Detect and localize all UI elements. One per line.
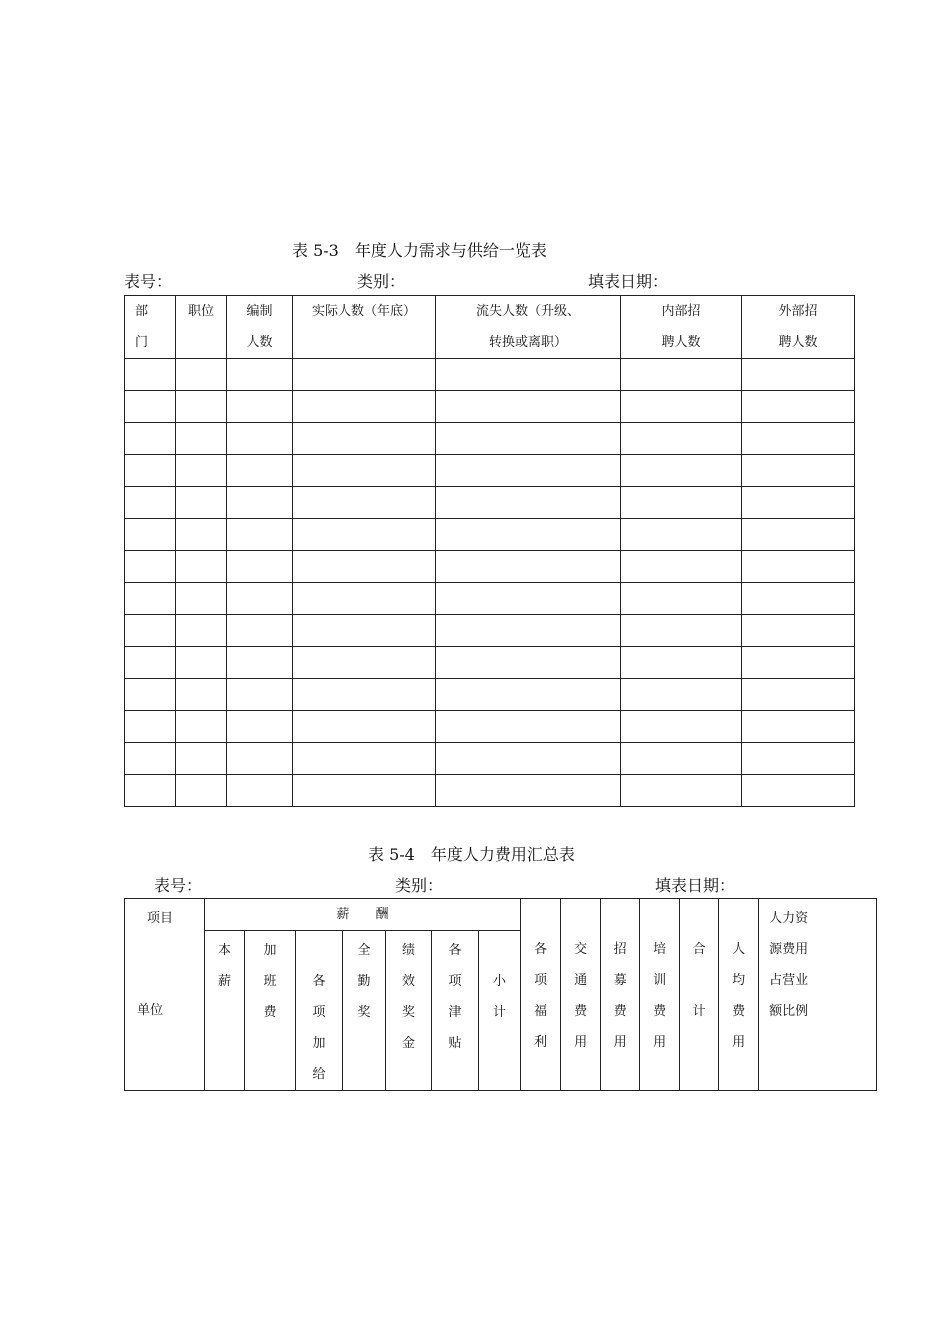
table53-cell	[436, 615, 621, 647]
table53-cell	[742, 423, 855, 455]
table53-cell	[227, 551, 293, 583]
table53-cell	[621, 551, 742, 583]
table53-cell	[621, 615, 742, 647]
corner-unit-label: 单位	[137, 1003, 164, 1018]
table54-category-label: 类别：	[395, 876, 444, 895]
table53-cell	[621, 679, 742, 711]
table53-cell	[227, 743, 293, 775]
table53-cell	[742, 647, 855, 679]
table53-cell	[125, 519, 176, 551]
table53-cell	[436, 487, 621, 519]
table53-cell	[436, 679, 621, 711]
table53-cell	[227, 391, 293, 423]
total-col: 合 计	[680, 899, 719, 1091]
table53-cell	[227, 647, 293, 679]
attendance-bonus-col: 全 勤 奖	[343, 931, 386, 1091]
base-salary-col: 本 薪	[205, 931, 245, 1091]
table53-header-row	[125, 296, 855, 359]
table53-cell	[742, 455, 855, 487]
table53-cell	[293, 615, 436, 647]
table53-cell	[227, 519, 293, 551]
table53-cell	[436, 647, 621, 679]
table53-cell	[293, 775, 436, 807]
table53-cell	[176, 743, 227, 775]
table53-cell	[125, 743, 176, 775]
subtotal-col: 小 计	[479, 931, 521, 1091]
salary-group-header: 薪 酬	[205, 899, 521, 931]
table53-cell	[176, 519, 227, 551]
table53-cell	[436, 359, 621, 391]
table53-caption: 表 5-3 年度人力需求与供给一览表	[292, 241, 547, 260]
table54-date-label: 填表日期：	[655, 876, 736, 895]
overtime-col: 加 班 费	[245, 931, 296, 1091]
table53-cell	[742, 775, 855, 807]
table53-cell	[621, 711, 742, 743]
welfare-col: 各 项 福 利	[521, 899, 561, 1091]
table53-cell	[621, 519, 742, 551]
table53-row	[125, 487, 855, 519]
table53-cell	[176, 679, 227, 711]
table53-cell	[125, 615, 176, 647]
table53-cell	[227, 711, 293, 743]
table53-cell	[436, 423, 621, 455]
header-internal-hire: 内部招 聘人数	[621, 296, 742, 359]
header-actual-count: 实际人数（年底）	[293, 296, 436, 359]
table53-cell	[742, 551, 855, 583]
table53-cell	[293, 519, 436, 551]
table53-cell	[176, 775, 227, 807]
table53-cell	[742, 711, 855, 743]
table53-cell	[293, 423, 436, 455]
table53-cell	[125, 775, 176, 807]
table53-cell	[436, 583, 621, 615]
table53-row	[125, 615, 855, 647]
table53-cell	[293, 487, 436, 519]
table53-cell	[125, 679, 176, 711]
table53-cell	[436, 519, 621, 551]
table53-cell	[742, 519, 855, 551]
table53-cell	[125, 455, 176, 487]
table53-cell	[125, 423, 176, 455]
table53-cell	[227, 423, 293, 455]
table53-cell	[176, 647, 227, 679]
table53-cell	[293, 359, 436, 391]
table53-cell	[125, 711, 176, 743]
table53-cell	[436, 743, 621, 775]
table53-category-label: 类别：	[357, 272, 406, 291]
table53-cell	[742, 615, 855, 647]
table53-row	[125, 391, 855, 423]
table53-cell	[125, 551, 176, 583]
table53-cell	[742, 487, 855, 519]
table53-row	[125, 551, 855, 583]
table53-cell	[176, 711, 227, 743]
header-staffing: 编制 人数	[227, 296, 293, 359]
table53-cell	[176, 583, 227, 615]
table53-cell	[125, 583, 176, 615]
table53-cell	[176, 455, 227, 487]
table53-cell	[125, 647, 176, 679]
subsidy-col: 各 项 津 贴	[432, 931, 479, 1091]
table53-row	[125, 647, 855, 679]
table53-cell	[293, 679, 436, 711]
recruit-col: 招 募 费 用	[601, 899, 640, 1091]
table53-cell	[125, 487, 176, 519]
corner-item-label: 项目	[147, 911, 174, 926]
table53-cell	[293, 711, 436, 743]
allowance-add-col: 各 项 加 给	[296, 931, 343, 1091]
table53-row	[125, 775, 855, 807]
table53-cell	[227, 679, 293, 711]
table53-cell	[227, 775, 293, 807]
table53-cell	[227, 359, 293, 391]
training-col: 培 训 费 用	[640, 899, 680, 1091]
table53-row	[125, 359, 855, 391]
table54-table-no-label: 表号：	[154, 876, 203, 895]
table53-cell	[436, 775, 621, 807]
table53-cell	[293, 455, 436, 487]
header-position: 职位	[176, 296, 227, 359]
table53	[124, 295, 855, 807]
table53-row	[125, 711, 855, 743]
table53-cell	[742, 391, 855, 423]
table53-row	[125, 583, 855, 615]
table53-table-no-label: 表号：	[124, 272, 173, 291]
table53-cell	[176, 615, 227, 647]
hr-cost-ratio-col: 人力资 源费用 占营业 额比例	[759, 899, 877, 1091]
table53-row	[125, 455, 855, 487]
table53-cell	[293, 583, 436, 615]
table53-cell	[176, 359, 227, 391]
table53-row	[125, 679, 855, 711]
table53-cell	[621, 391, 742, 423]
table53-cell	[227, 583, 293, 615]
table53-cell	[621, 647, 742, 679]
table53-cell	[436, 455, 621, 487]
table53-cell	[742, 583, 855, 615]
table53-row	[125, 423, 855, 455]
per-capita-col: 人 均 费 用	[719, 899, 759, 1091]
table53-row	[125, 519, 855, 551]
table53-cell	[742, 359, 855, 391]
table53-cell	[227, 615, 293, 647]
header-external-hire: 外部招 聘人数	[742, 296, 855, 359]
table53-cell	[621, 423, 742, 455]
table53-cell	[436, 711, 621, 743]
table53-cell	[176, 487, 227, 519]
table53-cell	[125, 359, 176, 391]
table53-row	[125, 743, 855, 775]
table53-cell	[293, 551, 436, 583]
table53-cell	[742, 743, 855, 775]
table53-cell	[621, 743, 742, 775]
table53-cell	[176, 423, 227, 455]
table53-date-label: 填表日期：	[588, 272, 669, 291]
table53-cell	[621, 455, 742, 487]
table53-cell	[176, 391, 227, 423]
table54	[124, 898, 877, 1091]
table53-cell	[293, 391, 436, 423]
corner-cell	[125, 899, 205, 1091]
header-department: 部 门	[125, 296, 176, 359]
table53-cell	[227, 455, 293, 487]
table53-cell	[621, 359, 742, 391]
header-attrition: 流失人数（升级、 转换或离职）	[436, 296, 621, 359]
table53-cell	[176, 551, 227, 583]
table53-cell	[621, 487, 742, 519]
table54-caption: 表 5-4 年度人力费用汇总表	[368, 845, 575, 864]
table53-cell	[293, 743, 436, 775]
table53-cell	[621, 583, 742, 615]
table53-cell	[293, 647, 436, 679]
transport-col: 交 通 费 用	[561, 899, 601, 1091]
table53-cell	[742, 679, 855, 711]
table53-cell	[125, 391, 176, 423]
performance-bonus-col: 绩 效 奖 金	[386, 931, 432, 1091]
table53-cell	[227, 487, 293, 519]
table53-cell	[436, 391, 621, 423]
table53-cell	[621, 775, 742, 807]
table53-cell	[436, 551, 621, 583]
